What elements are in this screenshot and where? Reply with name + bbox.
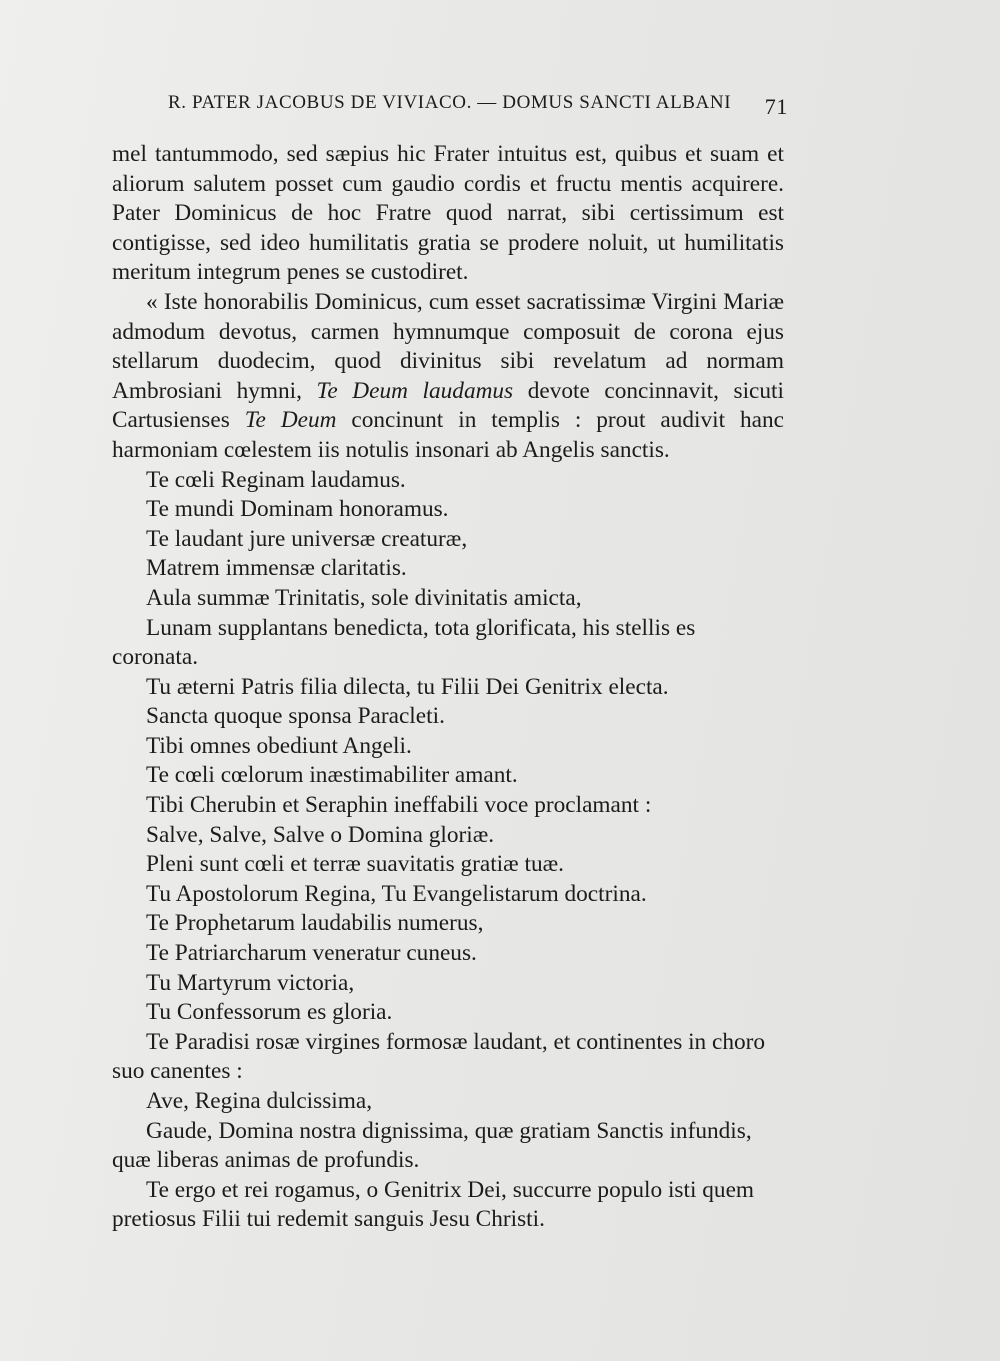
- verse-line: Salve, Salve, Salve o Domina gloriæ.: [146, 821, 495, 848]
- running-title: R. PATER JACOBUS DE VIVIACO. — DOMUS SANCTI ALBANI: [168, 92, 732, 113]
- hymn-verses: [112, 466, 784, 1235]
- paragraph-1: mel tantummodo, sed sæpius hic Frater intuitus est, quibus et suam et aliorum salutem posset cum gaudio cordis et fructu mentis acquirere. Pater Dominicus de hoc Fratre quod narrat, sibi certissimum est contigisse, sed ideo humilitatis gratia se prodere noluit, ut humilitatis meritum integrum penes se custodiret.: [112, 141, 784, 286]
- verse-line: Te mundi Dominam honoramus.: [146, 496, 449, 523]
- verse-line: Tu Confessorum es gloria.: [146, 999, 393, 1026]
- verse-line: Te cœli Reginam laudamus.: [146, 466, 406, 493]
- verse-line: Te Patriarcharum veneratur cuneus.: [146, 940, 477, 967]
- verse-line: Tibi Cherubin et Seraphin ineffabili voce proclamant :: [146, 792, 652, 819]
- paragraph-2-part-c: concinunt in templis : prout audivit hanc harmoniam cœlestem iis notulis insonari ab Angelis sanctis.: [112, 407, 785, 463]
- paragraph-2-italic-1: Te Deum laudamus: [316, 377, 514, 404]
- verse-line: Gaude, Domina nostra dignissima, quæ gratiam Sanctis infundis, quæ liberas animas de profundis.: [112, 1117, 752, 1174]
- verse-line: Aula summæ Trinitatis, sole divinitatis amicta,: [146, 584, 582, 611]
- body-text: [112, 140, 784, 1235]
- verse-line: Te Prophetarum laudabilis numerus,: [146, 910, 484, 937]
- verse-line: Te Paradisi rosæ virgines formosæ laudant, et continentes in choro suo canentes :: [112, 1028, 766, 1085]
- verse-line: Pleni sunt cœli et terræ suavitatis gratiæ tuæ.: [146, 851, 565, 878]
- paragraph-2-italic-2: Te Deum: [244, 407, 337, 434]
- paragraph-2: [112, 288, 784, 466]
- verse-line: Tu Martyrum victoria,: [146, 969, 355, 996]
- verse-line: Matrem immensæ claritatis.: [146, 555, 407, 582]
- verse-line: Ave, Regina dulcissima,: [146, 1088, 373, 1114]
- verse-line: Lunam supplantans benedicta, tota glorificata, his stellis es coronata.: [112, 614, 696, 671]
- running-head: [168, 92, 788, 119]
- verse-line: Tibi omnes obediunt Angeli.: [146, 732, 412, 759]
- verse-line: Tu æterni Patris filia dilecta, tu Filii Dei Genitrix electa.: [146, 673, 669, 700]
- verse-line: Tu Apostolorum Regina, Tu Evangelistarum doctrina.: [146, 880, 647, 907]
- verse-line: Te cœli cœlorum inæstimabiliter amant.: [146, 762, 518, 789]
- verse-line: Te laudant jure universæ creaturæ,: [146, 525, 468, 552]
- page-number: 71: [764, 94, 788, 119]
- verse-line: Sancta quoque sponsa Paracleti.: [146, 703, 445, 730]
- verse-line: Te ergo et rei rogamus, o Genitrix Dei, succurre populo isti quem pretiosus Filii tui redemit sanguis Jesu Christi.: [112, 1176, 755, 1233]
- paragraph-2-part-b: devote concinnavit, sicuti Cartusienses: [112, 377, 784, 434]
- paragraph-2-part-a: « Iste honorabilis Dominicus, cum esset sacratissimæ Virgini Mariæ admodum devotus, carmen hymnumque composuit de corona ejus stellarum duodecim, quod divinitus sibi revelatum ad normam Ambrosiani hymni,: [112, 288, 784, 404]
